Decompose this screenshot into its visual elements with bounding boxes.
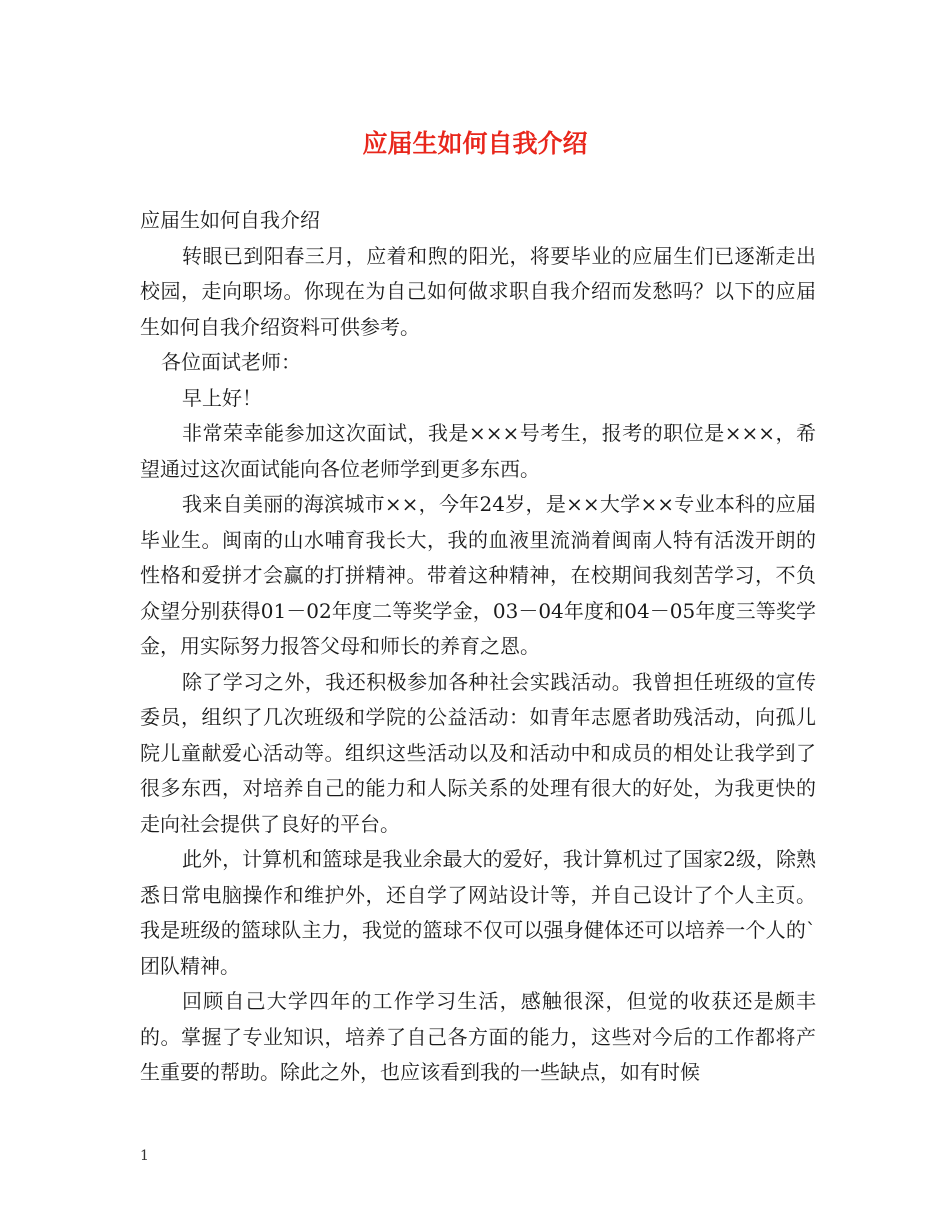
body-paragraph: 回顾自己大学四年的工作学习生活，感触很深，但觉的收获还是颇丰的。掌握了专业知识，培养了自己各方面的能力，这些对今后的工作都将产生重要的帮助。除此之外，也应该看到我的一些缺点，如有时候	[140, 989, 816, 1084]
body-paragraph: 我来自美丽的海滨城市××，今年24岁，是××大学××专业本科的应届毕业生。闽南的山水哺育我长大，我的血液里流淌着闽南人特有活泼开朗的性格和爱拼才会赢的打拼精神。带着这种精神，在校期间我刻苦学习，不负众望分别获得01－02年度二等奖学金，03－04年度和04－05年度三等奖学金，用实际努力报答父母和师长的养育之恩。	[140, 492, 816, 658]
intro-paragraph: 转眼已到阳春三月，应着和煦的阳光，将要毕业的应届生们已逐渐走出校园，走向职场。你现在为自己如何做求职自我介绍而发愁吗？以下的应届生如何自我介绍资料可供参考。	[140, 243, 816, 339]
body-paragraph: 除了学习之外，我还积极参加各种社会实践活动。我曾担任班级的宣传委员，组织了几次班级和学院的公益活动：如青年志愿者助残活动，向孤儿院儿童献爱心活动等。组织这些活动以及和活动中和成员的相处让我学到了很多东西，对培养自己的能力和人际关系的处理有很大的好处，为我更快的走向社会提供了良好的平台。	[140, 669, 816, 836]
greeting: 早上好！	[182, 385, 262, 410]
salutation: 各位面试老师：	[161, 350, 301, 374]
body-paragraph: 此外，计算机和篮球是我业余最大的爱好，我计算机过了国家2级，除熟悉日常电脑操作和维护外，还自学了网站设计等，并自己设计了个人主页。我是班级的篮球队主力，我觉的篮球不仅可以强身健体还可以培养一个人的`团队精神。	[140, 847, 816, 978]
document-body	[140, 203, 816, 1091]
page-number: 1	[140, 1148, 149, 1164]
section-heading: 应届生如何自我介绍	[140, 208, 320, 232]
document-title: 应届生如何自我介绍	[362, 129, 588, 158]
body-paragraph: 非常荣幸能参加这次面试，我是×××号考生，报考的职位是×××，希望通过这次面试能向各位老师学到更多东西。	[140, 421, 816, 481]
